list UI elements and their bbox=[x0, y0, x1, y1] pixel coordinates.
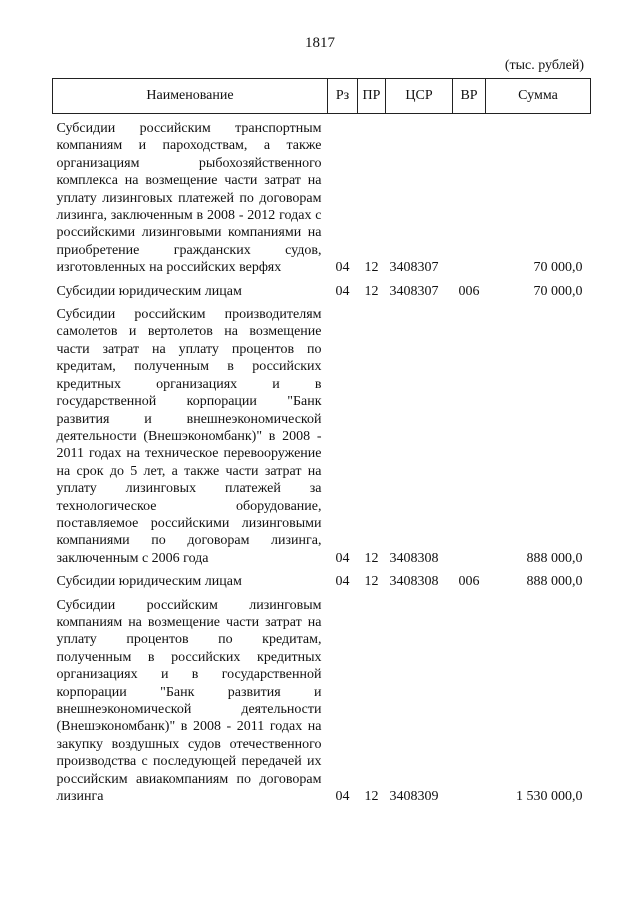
row-csr: 3408308 bbox=[389, 574, 439, 590]
row-name: Субсидии российским производителям самолетов и вертолетов на возмещение части затрат на уплату процентов по кредитам, полученным в российских кредитных организациях и в государственной корпорации "Банк развития и внешнеэкономической деятельности (Внешэкономбанк)" в 2008 - 2011 годах на техническое перевооружение на срок до 5 лет, а также части затрат на уплату лизинговых платежей за технологическое оборудование, поставляемое российскими лизинговыми компаниями по договорам лизинга, заключенным с 2006 года bbox=[56, 307, 322, 566]
row-pr: 12 bbox=[364, 550, 379, 566]
row-rz: 04 bbox=[335, 574, 350, 590]
table-row bbox=[53, 597, 591, 806]
header-csr: ЦСР bbox=[386, 79, 453, 114]
row-sum: 70 000,0 bbox=[533, 260, 583, 276]
row-sum: 888 000,0 bbox=[526, 574, 583, 590]
table-header bbox=[53, 79, 591, 114]
table-body bbox=[53, 114, 591, 806]
row-csr: 3408309 bbox=[389, 789, 439, 805]
row-sum: 888 000,0 bbox=[526, 550, 583, 566]
table-row bbox=[53, 306, 591, 567]
row-rz: 04 bbox=[335, 283, 350, 299]
header-name: Наименование bbox=[53, 79, 328, 114]
row-pr: 12 bbox=[364, 283, 379, 299]
row-pr: 12 bbox=[364, 574, 379, 590]
row-csr: 3408308 bbox=[389, 550, 439, 566]
row-csr: 3408307 bbox=[389, 283, 439, 299]
header-rz: Рз bbox=[328, 79, 358, 114]
budget-table bbox=[52, 78, 591, 805]
row-rz: 04 bbox=[335, 260, 350, 276]
row-sum: 70 000,0 bbox=[533, 283, 583, 299]
header-sum: Сумма bbox=[486, 79, 591, 114]
row-name: Субсидии юридическим лицам bbox=[56, 283, 242, 299]
page-number: 1817 bbox=[305, 35, 335, 51]
row-pr: 12 bbox=[364, 789, 379, 805]
row-name: Субсидии юридическим лицам bbox=[56, 574, 242, 590]
header-pr: ПР bbox=[358, 79, 386, 114]
row-sum: 1 530 000,0 bbox=[516, 789, 583, 805]
table-row bbox=[53, 283, 591, 300]
row-vr bbox=[453, 120, 486, 277]
row-rz: 04 bbox=[335, 550, 350, 566]
row-vr bbox=[453, 306, 486, 567]
row-name: Субсидии российским лизинговым компаниям на возмещение части затрат на уплату процентов по кредитам, полученным в российских кредитных организациях и в государственной корпорации "Банк развития и внешнеэкономической деятельности (Внешэкономбанк)" в 2008 - 2011 годах на закупку воздушных судов отечественного производства с последующей передачей их российским авиакомпаниям по договорам лизинга bbox=[56, 597, 322, 805]
row-vr bbox=[453, 597, 486, 806]
units-label: (тыс. рублей) bbox=[504, 58, 584, 73]
table-row bbox=[53, 573, 591, 590]
row-name: Субсидии российским транспортным компаниям и пароходствам, а также организациям рыбохозяйственного комплекса на возмещение части затрат на уплату лизинговых платежей по договорам лизинга, заключенным в 2008 - 2012 годах с российскими лизинговыми компаниями на приобретение гражданских судов, изготовленных на российских верфях bbox=[56, 121, 322, 276]
row-vr: 006 bbox=[458, 574, 480, 590]
row-pr: 12 bbox=[364, 260, 379, 276]
row-vr: 006 bbox=[458, 283, 480, 299]
row-rz: 04 bbox=[335, 789, 350, 805]
row-csr: 3408307 bbox=[389, 260, 439, 276]
table-row bbox=[53, 120, 591, 277]
header-vr: ВР bbox=[453, 79, 486, 114]
